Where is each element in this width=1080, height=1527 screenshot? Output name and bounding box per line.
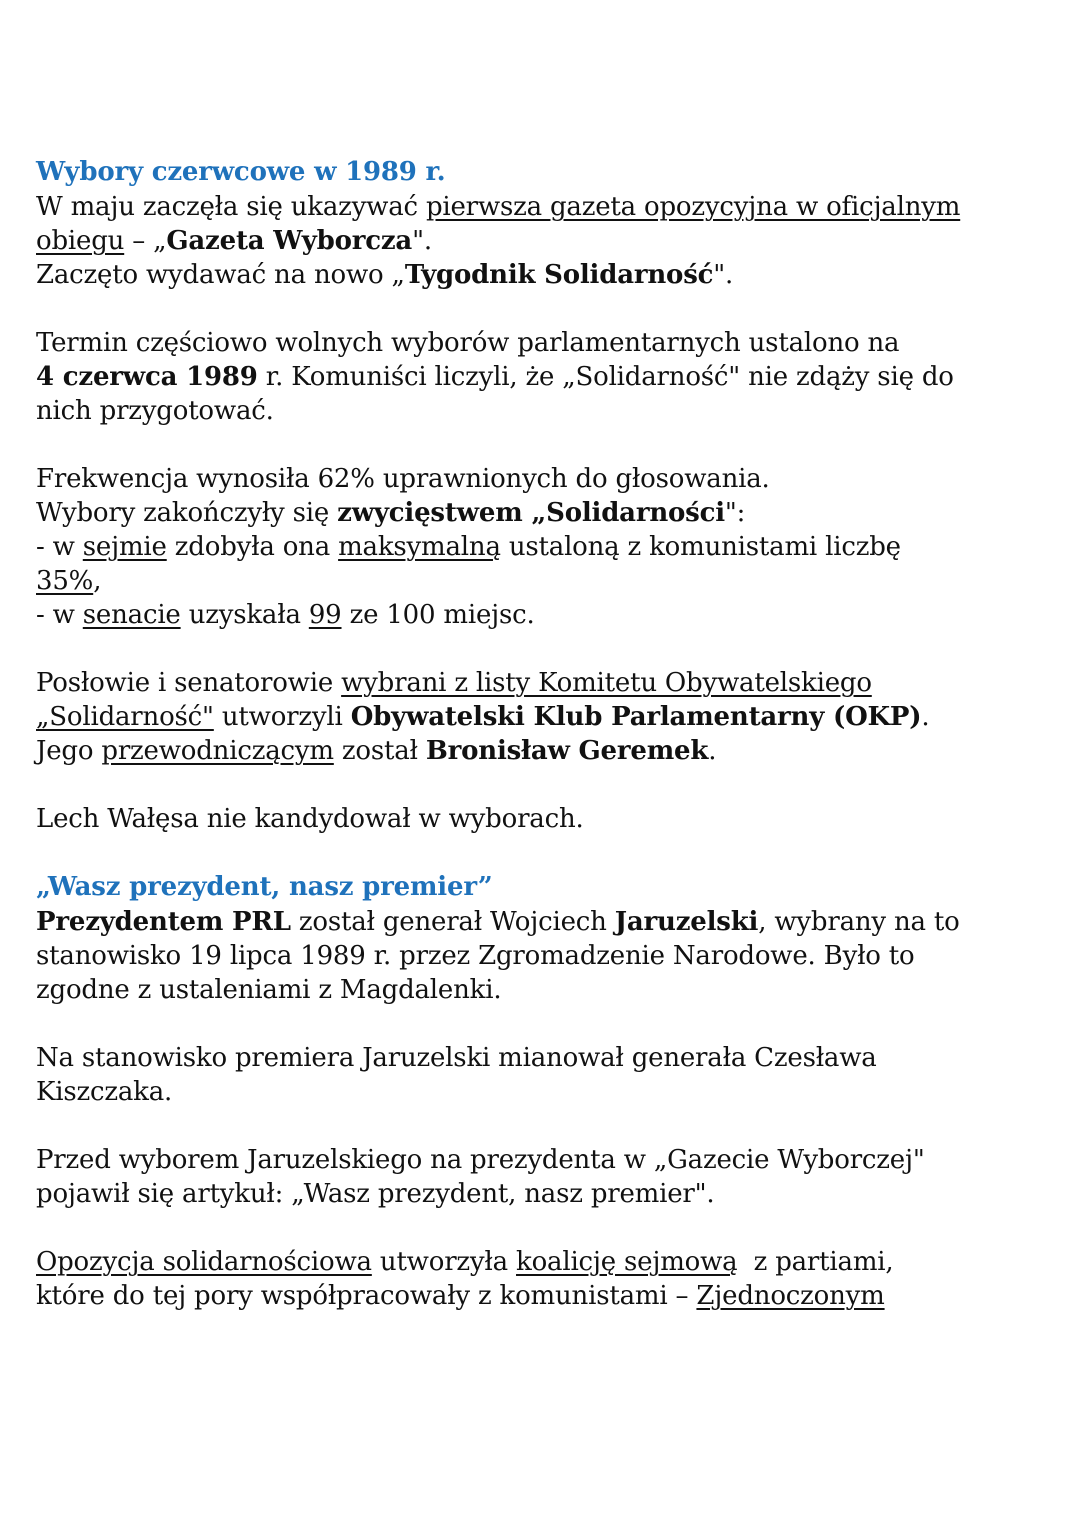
paragraph-line	[36, 190, 960, 224]
text: ze 100 miejsc.	[341, 600, 535, 630]
paragraph-line: Lech Wałęsa nie kandydował w wyborach.	[36, 804, 584, 834]
text: Jego	[36, 736, 102, 766]
paragraph-line: pojawił się artykuł: „Wasz prezydent, nasz premier".	[36, 1179, 715, 1209]
text: W maju zaczęła się ukazywać	[36, 192, 426, 222]
list-item-continuation	[36, 564, 101, 598]
text: został	[333, 736, 426, 766]
paragraph-line: zgodne z ustaleniami z Magdalenki.	[36, 975, 502, 1005]
paragraph-line: Frekwencja wynosiła 62% uprawnionych do głosowania.	[36, 464, 770, 494]
text: ustaloną z komunistami liczbę	[500, 532, 901, 562]
text: – „	[124, 226, 167, 256]
paragraph-line: Termin częściowo wolnych wyborów parlamentarnych ustalono na	[36, 328, 900, 358]
text: - w	[36, 532, 83, 562]
text: , wybrany na to	[758, 907, 960, 937]
text: zdobyła ona	[166, 532, 339, 562]
bold-text: zwycięstwem „Solidarności	[337, 498, 725, 528]
text: utworzyli	[213, 702, 351, 732]
section-heading-president-premier: „Wasz prezydent, nasz premier”	[36, 872, 493, 902]
text: .	[708, 736, 717, 766]
underlined-text: 35%	[36, 566, 94, 596]
text: został generał Wojciech	[290, 907, 615, 937]
paragraph-line	[36, 258, 733, 292]
underlined-text: koalicję sejmową	[516, 1247, 738, 1277]
text: ":	[724, 498, 746, 528]
section-heading-june-elections: Wybory czerwcowe w 1989 r.	[36, 157, 446, 187]
paragraph-line: stanowisko 19 lipca 1989 r. przez Zgromadzenie Narodowe. Było to	[36, 941, 915, 971]
underlined-text: pierwsza gazeta opozycyjna w oficjalnym	[425, 192, 961, 222]
paragraph-line: Przed wyborem Jaruzelskiego na prezydenta w „Gazecie Wyborczej"	[36, 1145, 925, 1175]
text: r. Komuniści liczyli, że „Solidarność" nie zdąży się do	[257, 362, 954, 392]
paragraph-line: nich przygotować.	[36, 396, 274, 426]
paragraph-line	[36, 700, 929, 734]
bold-text: Prezydentem PRL	[36, 907, 291, 937]
paragraph-line	[36, 666, 872, 700]
text: - w	[36, 600, 83, 630]
text: które do tej pory współpracowały z komunistami –	[36, 1281, 697, 1311]
text: Wybory zakończyły się	[36, 498, 338, 528]
paragraph-line	[36, 1245, 893, 1279]
list-item	[36, 598, 535, 632]
paragraph-line	[36, 905, 960, 939]
text: utworzyła	[371, 1247, 517, 1277]
underlined-text: przewodniczącym	[101, 736, 334, 766]
paragraph-line	[36, 734, 716, 768]
paragraph-line: Kiszczaka.	[36, 1077, 173, 1107]
text: ".	[713, 260, 734, 290]
bold-text: Tygodnik Solidarność	[404, 260, 714, 290]
paragraph-line	[36, 1279, 885, 1313]
text: Posłowie i senatorowie	[36, 668, 342, 698]
underlined-text: senacie	[82, 600, 181, 630]
underlined-text: 99	[308, 600, 342, 630]
bold-text: Obywatelski Klub Parlamentarny (OKP)	[350, 702, 922, 732]
list-item	[36, 530, 901, 564]
underlined-text: „Solidarność"	[36, 702, 214, 732]
text: Zaczęto wydawać na nowo „	[36, 260, 405, 290]
paragraph-line	[36, 224, 432, 258]
text: z partiami,	[737, 1247, 894, 1277]
underlined-text: obiegu	[36, 226, 125, 256]
paragraph-line	[36, 360, 954, 394]
bold-text: Gazeta Wyborcza	[166, 226, 413, 256]
text: ,	[93, 566, 102, 596]
text: ".	[412, 226, 432, 256]
underlined-text: wybrani z listy Komitetu Obywatelskiego	[341, 668, 872, 698]
paragraph-line: Na stanowisko premiera Jaruzelski mianował generała Czesława	[36, 1043, 877, 1073]
underlined-text: Opozycja solidarnościowa	[36, 1247, 372, 1277]
underlined-text: Zjednoczonym	[696, 1281, 885, 1311]
bold-text: Bronisław Geremek	[425, 736, 709, 766]
text: uzyskała	[180, 600, 309, 630]
bold-text: 4 czerwca 1989	[36, 362, 258, 392]
underlined-text: maksymalną	[338, 532, 501, 562]
text: .	[921, 702, 930, 732]
paragraph-line	[36, 496, 745, 530]
underlined-text: sejmie	[82, 532, 167, 562]
bold-text: Jaruzelski	[614, 907, 759, 937]
